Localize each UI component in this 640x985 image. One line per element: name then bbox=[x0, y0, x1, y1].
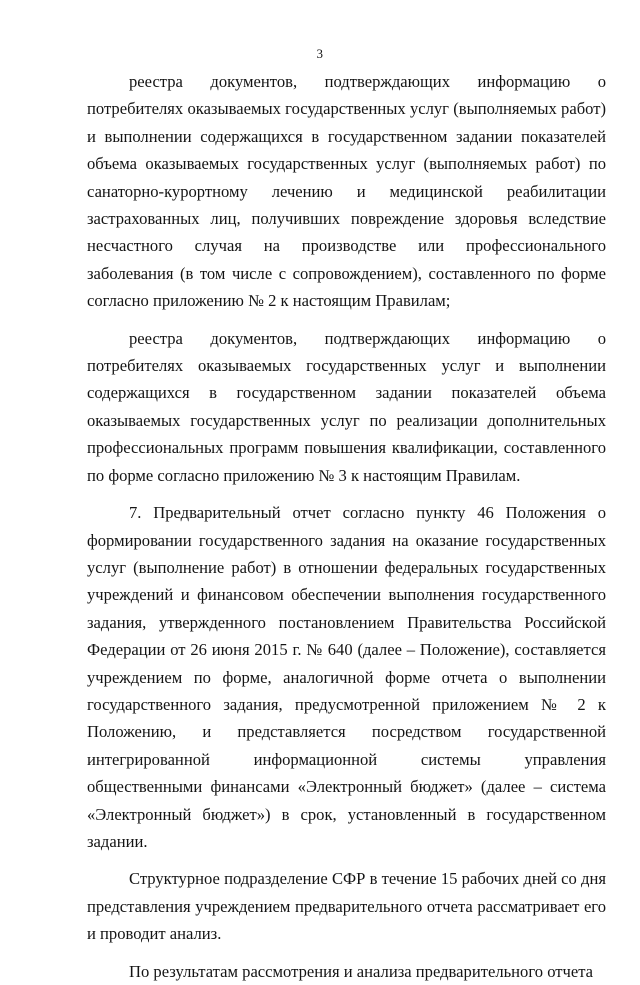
document-body bbox=[87, 68, 606, 985]
paragraph-registry-qualification: реестра документов, подтверждающих информацию о потребителях оказываемых государственных услуг и выполнении содержащихся в государственном задании показателей объема оказываемых государственных услуг по реализации дополнительных профессиональных программ повышения квалификации, составленного по форме согласно приложению № 3 к настоящим Правилам. bbox=[87, 328, 606, 485]
paragraph-review-results: По результатам рассмотрения и анализа предварительного отчета bbox=[129, 961, 594, 981]
paragraph-registry-sanatorium: реестра документов, подтверждающих информацию о потребителях оказываемых государственных услуг (выполняемых работ) и выполнении содержащихся в государственном задании показателей объема оказываемых государственных услуг (выполняемых работ) по санаторно-курортному лечению и медицинской реабилитации застрахованных лиц, получивших повреждение здоровья вследствие несчастного случая на производстве или профессионального заболевания (в том числе с сопровождением), составленного по форме согласно приложению № 2 к настоящим Правилам; bbox=[87, 72, 606, 311]
paragraph-item-7-preliminary-report: 7. Предварительный отчет согласно пункту 46 Положения о формировании государственного задания на оказание государственных услуг (выполнение работ) в отношении федеральных государственных учреждений и финансовом обеспечении выполнения государственного задания, утвержденного постановлением Правительства Российской Федерации от 26 июня 2015 г. № 640 (далее – Положение), составляется учреждением по форме, аналогичной форме отчета о выполнении государственного задания, предусмотренной приложением № 2 к Положению, и представляется посредством государственной интегрированной информационной системы управления общественными финансами «Электронный бюджет» (далее – система «Электронный бюджет») в срок, установленный в государственном задании. bbox=[87, 503, 606, 851]
paragraph-sfr-review: Структурное подразделение СФР в течение 15 рабочих дней со дня представления учреждением предварительного отчета рассматривает его и проводит анализ. bbox=[87, 869, 606, 944]
page-number: 3 bbox=[316, 46, 324, 61]
